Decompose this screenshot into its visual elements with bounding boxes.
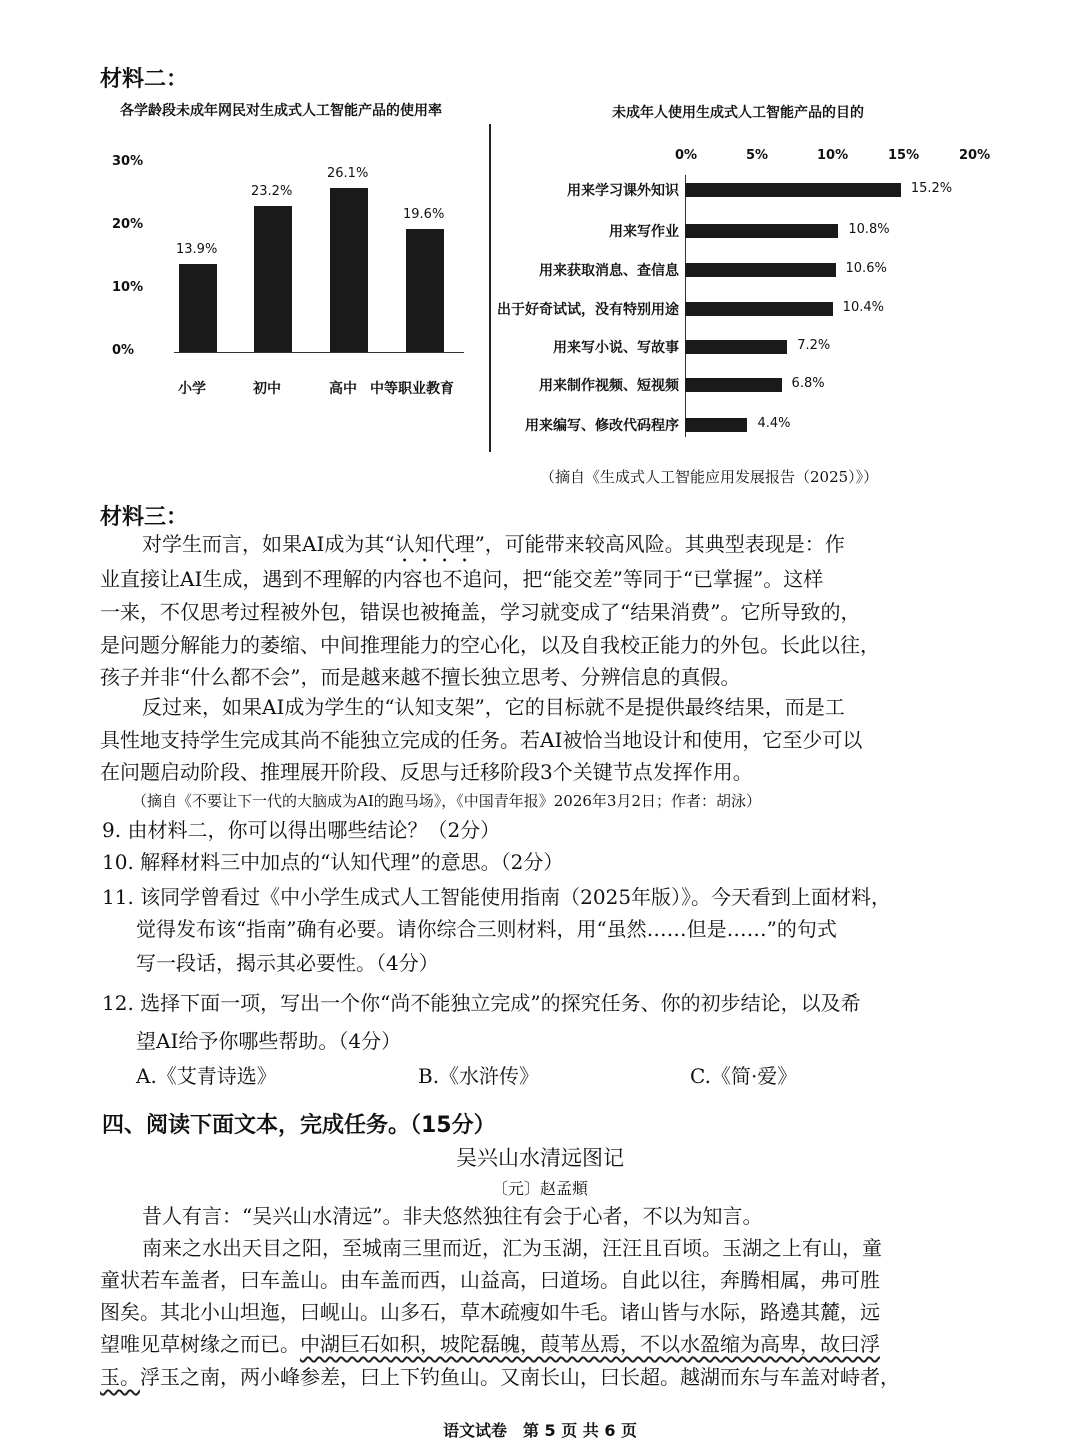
material3-p1-line5: 孩子并非“什么都不会”，而是越来越不擅长独立思考、分辨信息的真假。	[100, 665, 741, 689]
emphasized-term: 认知代理	[394, 532, 475, 556]
hbar	[685, 302, 833, 316]
y-category-label: 用来编写、修改代码程序	[525, 418, 679, 434]
article-p2-line2: 童状若车盖者，曰车盖山。由车盖而西，山益高，曰道场。自此以往，奔腾相属，弗可胜	[100, 1268, 880, 1292]
hbar-value-label: 6.8%	[791, 376, 825, 391]
bar-value-label: 23.2%	[251, 183, 293, 199]
material3-p1-line2: 业直接让AI生成，遇到不理解的内容也不追问，把“能交差”等同于“已掌握”。这样	[100, 567, 824, 591]
y-tick-label: 20%	[112, 217, 144, 232]
article-p2-line3: 图矣。其北小山坦迤，曰岘山。山多石，草木疏瘦如牛毛。诸山皆与水际，路遶其麓，远	[100, 1300, 880, 1324]
bar	[406, 229, 444, 352]
hbar-value-label: 4.4%	[757, 416, 791, 431]
option-b: B.《水浒传》	[418, 1064, 540, 1088]
x-tick-label: 10%	[817, 148, 849, 163]
option-c: C.《简·爱》	[690, 1064, 798, 1088]
bar-value-label: 19.6%	[403, 206, 445, 222]
bar-chart-title: 各学龄段未成年网民对生成式人工智能产品的使用率	[120, 103, 442, 119]
y-category-label: 用来写小说、写故事	[553, 340, 679, 356]
y-category-label: 用来制作视频、短视频	[539, 378, 679, 394]
x-tick-label: 15%	[888, 148, 920, 163]
material3-source: （摘自《不要让下一代的大脑成为AI的跑马场》，《中国青年报》2026年3月2日；作者：胡泳）	[132, 792, 762, 810]
article-p1: 昔人有言：“吴兴山水清远”。非夫悠然独往有会于心者，不以为知言。	[142, 1204, 763, 1228]
x-category-label: 高中	[329, 381, 357, 397]
article-p2-line5: 玉。浮玉之南，两小峰参差，曰上下钓鱼山。又南长山，曰长超。越湖而东与车盖对峙者，	[100, 1365, 900, 1389]
hbar-value-label: 10.4%	[842, 300, 884, 315]
hbar-value-label: 7.2%	[797, 338, 831, 353]
question-12-line2: 望AI给予你哪些帮助。（4分）	[136, 1029, 402, 1053]
question-10: 10. 解释材料三中加点的“认知代理”的意思。（2分）	[102, 850, 564, 874]
question-12-line1: 12. 选择下面一项，写出一个你“尚不能独立完成”的探究任务、你的初步结论，以及希	[102, 991, 861, 1015]
article-p2-line4: 望唯见草树缘之而已。中湖巨石如积，坡陀磊魄，葭苇丛焉，不以水盈缩为高卑，故曰浮	[100, 1332, 880, 1356]
hbar	[685, 224, 838, 238]
material3-p1-line3: 一来，不仅思考过程被外包，错误也被掩盖，学习就变成了“结果消费”。它所导致的，	[100, 600, 861, 624]
bar-value-label: 26.1%	[327, 165, 369, 181]
bar	[330, 188, 368, 352]
hbar	[685, 418, 747, 432]
question-11-line1: 11. 该同学曾看过《中小学生成式人工智能使用指南（2025年版）》。今天看到上面材料，	[102, 885, 892, 909]
hbar-value-label: 10.6%	[845, 261, 887, 276]
material3-p1-line1: 对学生而言，如果AI成为其“认知代理”，可能带来较高风险。其典型表现是：作	[142, 532, 845, 556]
bar	[254, 206, 292, 352]
y-category-label: 用来写作业	[609, 224, 679, 240]
hbar	[685, 378, 782, 392]
article-author: 〔元〕赵孟頫	[491, 1179, 588, 1198]
x-category-label: 初中	[253, 381, 281, 397]
vertical-bar-chart	[0, 0, 490, 460]
material3-p2-line2: 具性地支持学生完成其尚不能独立完成的任务。若AI被恰当地设计和使用，它至少可以	[100, 728, 863, 752]
x-tick-label: 20%	[959, 148, 991, 163]
wavy-underlined-end: 玉。	[100, 1365, 140, 1389]
page-footer: 语文试卷 第 5 页 共 6 页	[442, 1421, 638, 1440]
material3-p1-line4: 是问题分解能力的萎缩、中间推理能力的空心化，以及自我校正能力的外包。长此以往，	[100, 633, 880, 657]
bar	[179, 264, 217, 352]
hbar	[685, 183, 901, 197]
question-9: 9. 由材料二，你可以得出哪些结论？（2分）	[102, 818, 501, 842]
hbar-value-label: 15.2%	[910, 181, 953, 196]
horizontal-bar-chart	[490, 0, 1080, 460]
hbar	[685, 263, 836, 277]
y-tick-label: 0%	[112, 343, 135, 358]
material3-p2-line1: 反过来，如果AI成为学生的“认知支架”，它的目标就不是提供最终结果，而是工	[142, 695, 845, 719]
question-11-line2: 觉得发布该“指南”确有必要。请你综合三则材料，用“虽然……但是……”的句式	[136, 917, 837, 941]
x-axis-line	[174, 352, 464, 353]
y-category-label: 出于好奇试试，没有特别用途	[497, 302, 679, 318]
y-category-label: 用来学习课外知识	[567, 183, 679, 199]
material3-heading: 材料三：	[100, 505, 189, 530]
hbar-chart-title: 未成年人使用生成式人工智能产品的目的	[612, 105, 864, 121]
y-tick-label: 10%	[112, 280, 144, 295]
option-a: A.《艾青诗选》	[136, 1064, 277, 1088]
section4-heading: 四、阅读下面文本，完成任务。（15分）	[102, 1113, 496, 1138]
article-p2-line1: 南来之水出天目之阳，至城南三里而近，汇为玉湖，汪汪且百顷。玉湖之上有山，童	[142, 1236, 882, 1260]
y-tick-label: 30%	[112, 154, 144, 169]
y-category-label: 用来获取消息、查信息	[539, 263, 679, 279]
x-tick-label: 0%	[675, 148, 698, 163]
x-tick-label: 5%	[746, 148, 769, 163]
hbar-value-label: 10.8%	[848, 222, 890, 237]
material2-source: （摘自《生成式人工智能应用发展报告（2025）》）	[540, 468, 879, 486]
material3-p2-line3: 在问题启动阶段、推理展开阶段、反思与迁移阶段3个关键节点发挥作用。	[100, 760, 753, 784]
material2-heading: 材料二：	[100, 67, 189, 92]
x-category-label: 小学	[178, 381, 206, 397]
x-category-label: 中等职业教育	[370, 381, 454, 397]
article-title: 吴兴山水清远图记	[456, 1146, 624, 1170]
question-11-line3: 写一段话，揭示其必要性。（4分）	[136, 951, 439, 975]
hbar	[685, 340, 787, 354]
bar-value-label: 13.9%	[176, 242, 218, 258]
wavy-underlined-sentence: 中湖巨石如积，坡陀磊魄，葭苇丛焉，不以水盈缩为高卑，故曰浮	[300, 1332, 880, 1356]
